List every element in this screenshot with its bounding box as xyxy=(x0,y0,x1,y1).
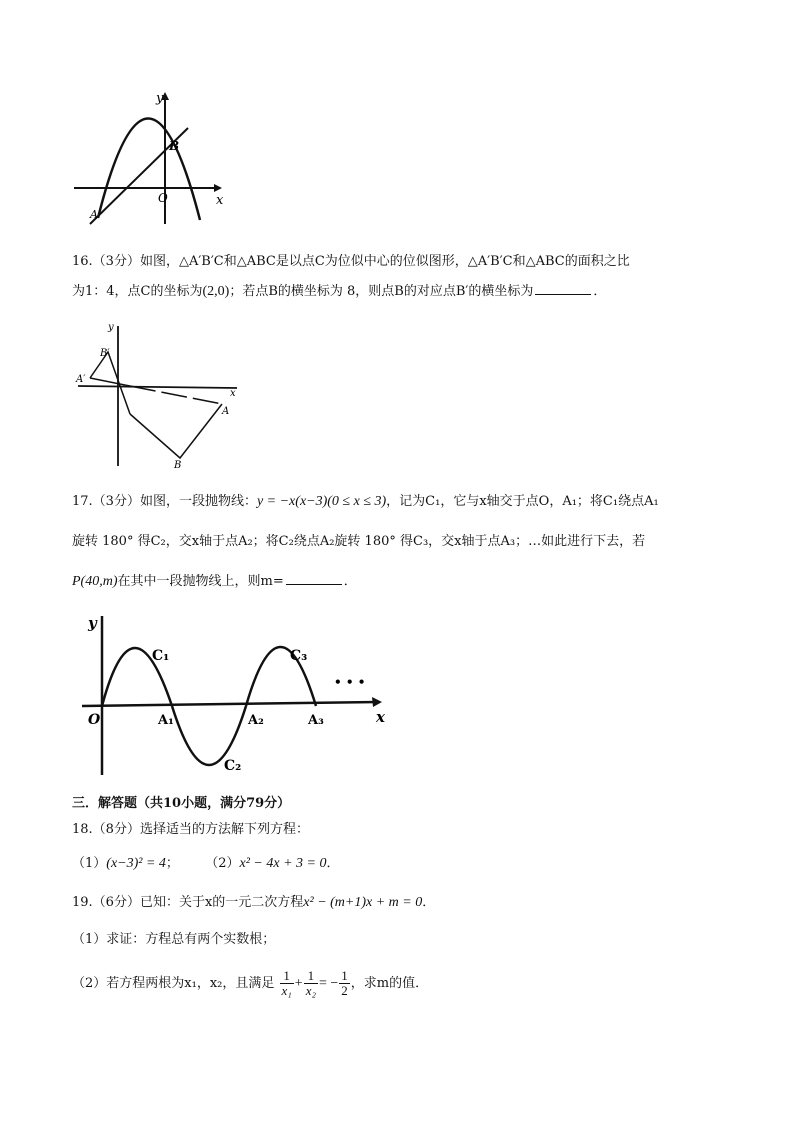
section-heading: 三．解答题（共10小题，满分79分） xyxy=(72,796,291,811)
q17-line3: P(40,m)在其中一段抛物线上，则m= ． xyxy=(72,574,357,589)
fraction-1-over-x2: $\frac{1}{\text{x₂}}$ xyxy=(305,968,316,998)
label-x: x xyxy=(216,193,224,208)
label-y: y xyxy=(88,614,97,632)
label-x: x xyxy=(230,388,236,399)
fraction-1-over-x1: $\frac{1}{\text{x₁}}$ xyxy=(281,968,292,998)
continuation-dots: • • • xyxy=(334,675,366,689)
label-a: A xyxy=(222,406,230,417)
curve-c2 xyxy=(172,706,246,765)
label-c3: C₃ xyxy=(290,648,308,664)
answer-blank[interactable] xyxy=(535,282,591,295)
label-a2: A₂ xyxy=(248,713,264,728)
label-b: B xyxy=(174,460,182,471)
triangle-small xyxy=(90,352,130,414)
q19-part1: （1）求证：方程总有两个实数根； xyxy=(72,932,276,947)
q19-title: 19.（6分）已知：关于x的一元二次方程x² − (m+1)x + m = 0． xyxy=(72,895,436,910)
triangle-large xyxy=(130,404,222,458)
label-origin: O xyxy=(88,712,101,728)
label-c1: C₁ xyxy=(152,648,170,664)
x-arrow-icon xyxy=(372,697,382,707)
label-a-prime: A′ xyxy=(76,374,86,385)
q17-line1: 17.（3分）如图，一段抛物线：y = −x(x−3)(0 ≤ x ≤ 3)，记为C₁，它与x轴交于点O，A₁；将C₁绕点A₁ xyxy=(72,494,659,509)
figure-q16 xyxy=(72,316,247,471)
label-y: y xyxy=(156,91,164,106)
q16-line1: 16.（3分）如图，△A′B′C和△ABC是以点C为位似中心的位似图形，△A′B′C和△ABC的面积之比 xyxy=(72,254,630,269)
q18-parts: （1）(x−3)² = 4； （2）x² − 4x + 3 = 0． xyxy=(72,856,340,871)
label-b: B xyxy=(169,139,180,153)
label-x: x xyxy=(376,708,385,726)
x-axis xyxy=(78,386,237,388)
label-b-prime: B′ xyxy=(100,348,110,359)
x-arrow-icon xyxy=(214,184,222,192)
label-a1: A₁ xyxy=(158,713,174,728)
segment-a-prime xyxy=(90,378,130,386)
label-a3: A₃ xyxy=(308,713,324,728)
label-y: y xyxy=(108,322,114,333)
q19-part2: （2）若方程两根为x₁，x₂，且满足 $\frac{1}{\text{x₁}}$ + $\frac{1}{\text{x₂}}$ = − $\frac{1}{2}$ ，求m的值． xyxy=(72,968,429,998)
parabola xyxy=(98,118,200,220)
q18-title: 18.（8分）选择适当的方法解下列方程： xyxy=(72,822,309,837)
figure-q15 xyxy=(70,88,230,228)
label-a: A xyxy=(90,208,98,221)
q17-line2: 旋转 180° 得C₂，交x轴于点A₂；将C₂绕点A₂旋转 180° 得C₃，交x轴于点A₃；…如此进行下去，若 xyxy=(72,534,646,549)
q16-line2: 为1：4，点C的坐标为(2,0)；若点B的横坐标为 8，则点B的对应点B′的横坐标为 ． xyxy=(72,284,607,299)
answer-blank[interactable] xyxy=(286,572,342,585)
label-c2: C₂ xyxy=(224,758,242,774)
segment-ca xyxy=(130,386,222,404)
x-axis xyxy=(82,702,378,706)
label-origin: O xyxy=(158,191,168,205)
figure-q17 xyxy=(78,610,398,780)
fraction-1-over-2: $\frac{1}{2}$ xyxy=(341,968,348,998)
